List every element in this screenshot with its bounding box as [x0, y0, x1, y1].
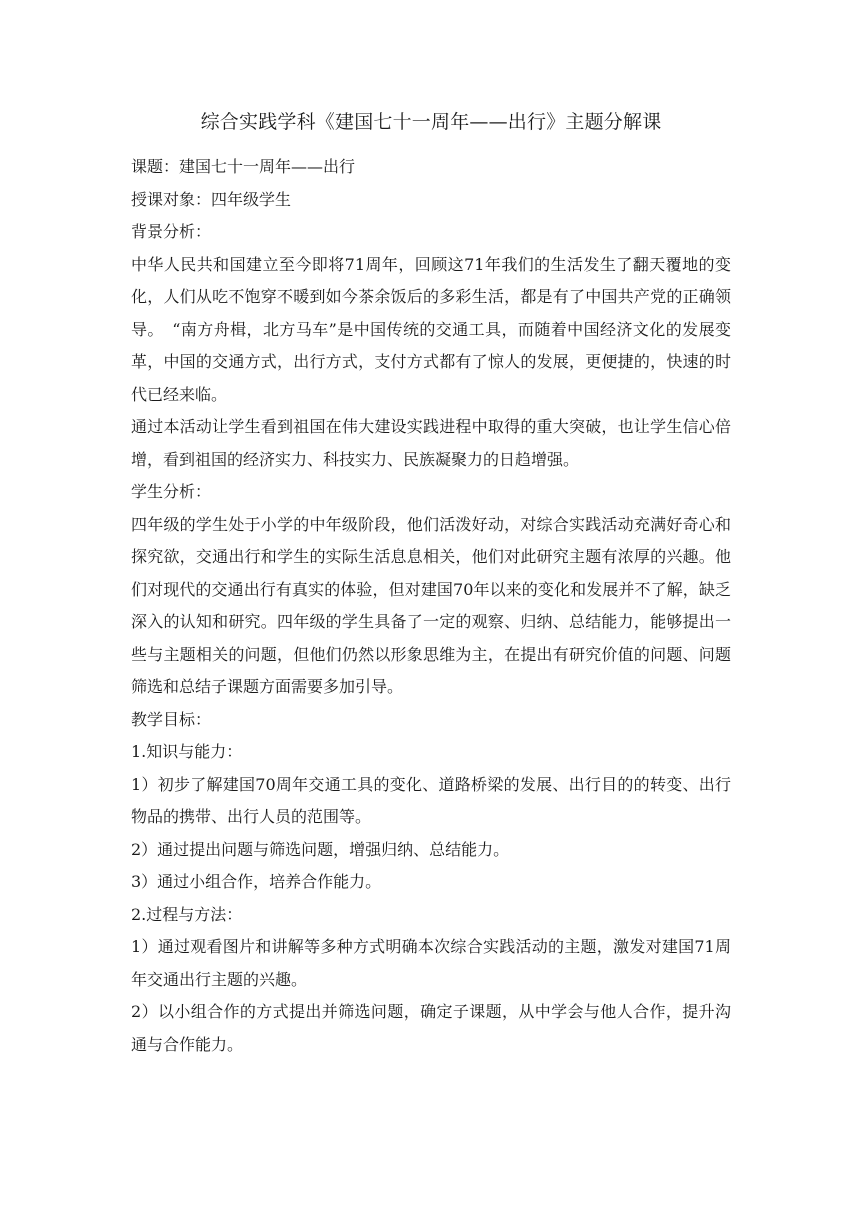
heading-student-analysis: 学生分析： [131, 482, 212, 501]
heading-process-method: 2.过程与方法： [131, 904, 243, 924]
paragraph-audience: 授课对象：四年级学生 [131, 189, 292, 209]
list-item-goal-3: 3）通过小组合作，培养合作能力。 [131, 872, 382, 891]
heading-knowledge-ability: 1.知识与能力： [131, 742, 243, 761]
heading-teaching-goals: 教学目标： [131, 709, 212, 729]
paragraph-student-analysis: 四年级的学生处于小学的中年级阶段，他们活泼好动，对综合实践活动充满好奇心和探究欲，交通出行和学生的实际生活息息相关，他们对此研究主题有浓厚的兴趣。他们对现代的交通出行有真实的体验，但对建国70年以来的变化和发展并不了解，缺乏深入的认知和研究。四年级的学生具备了一定的观察、归纳、总结能力，能够提出一些与主题相关的问题，但他们仍然以形象思维为主，在提出有研究价值的问题、问题筛选和总结子课题方面需要多加引导。 [131, 514, 731, 696]
heading-background-analysis: 背景分析： [131, 222, 212, 241]
list-item-process-1: 1）通过观看图片和讲解等多种方式明确本次综合实践活动的主题，激发对建国71周年交通出行主题的兴趣。 [131, 937, 731, 989]
document-body [131, 105, 731, 1061]
document-title: 综合实践学科《建国七十一周年——出行》主题分解课 [200, 111, 662, 133]
paragraph-background-1: 中华人民共和国建立至今即将71周年，回顾这71年我们的生活发生了翻天覆地的变化，人们从吃不饱穿不暖到如今茶余饭后的多彩生活，都是有了中国共产党的正确领导。 “南方舟楫，北方马车”是中国传统的交通工具，而随着中国经济文化的发展变革，中国的交通方式，出行方式，支付方式都有了惊人的发展，更便捷的，快速的时代已经来临。 [131, 254, 731, 404]
list-item-process-2: 2）以小组合作的方式提出并筛选问题，确定子课题，从中学会与他人合作，提升沟通与合作能力。 [131, 1002, 731, 1054]
paragraph-topic: 课题：建国七十一周年——出行 [131, 157, 356, 176]
paragraph-background-2: 通过本活动让学生看到祖国在伟大建设实践进程中取得的重大突破，也让学生信心倍增，看到祖国的经济实力、科技实力、民族凝聚力的日趋增强。 [131, 417, 731, 469]
list-item-goal-1: 1）初步了解建国70周年交通工具的变化、道路桥梁的发展、出行目的的转变、出行物品的携带、出行人员的范围等。 [131, 774, 731, 826]
list-item-goal-2: 2）通过提出问题与筛选问题，增强归纳、总结能力。 [131, 839, 510, 859]
